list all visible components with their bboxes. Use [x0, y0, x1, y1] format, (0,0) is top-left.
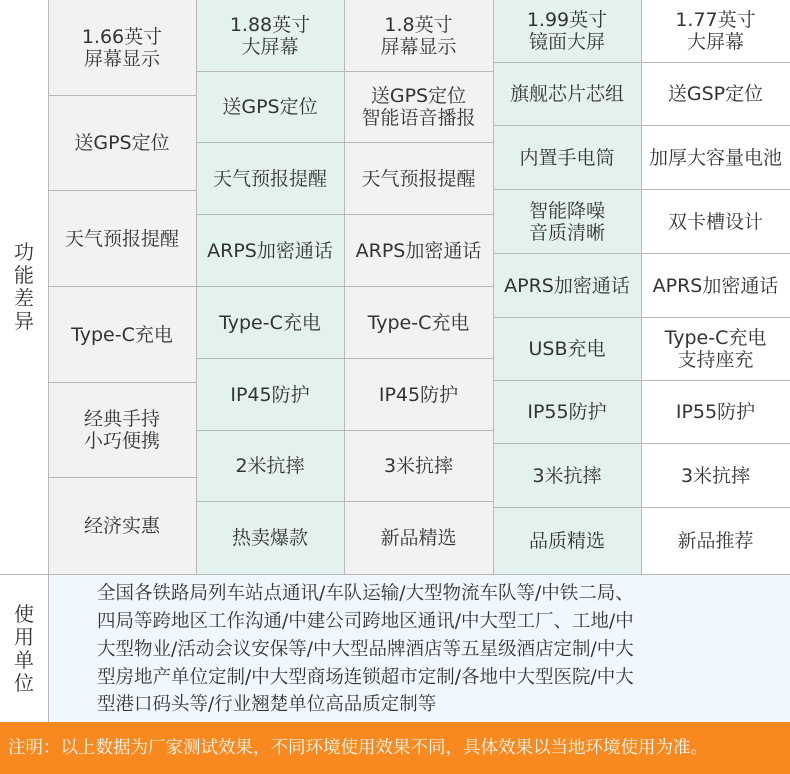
spec-cell: IP45防护: [196, 359, 344, 431]
spec-cell: 1.66英寸 屏幕显示: [48, 0, 196, 96]
side-char: 使: [14, 601, 34, 626]
side-char: 用: [14, 624, 34, 649]
spec-cell: IP45防护: [344, 359, 493, 431]
spec-cell: 智能降噪 音质清晰: [493, 190, 641, 254]
side-char: 差: [14, 286, 34, 310]
spec-cell: 3米抗摔: [344, 431, 493, 502]
side-char: 位: [14, 670, 34, 695]
spec-cell: 送GSP定位: [641, 63, 790, 126]
grid-divider: [196, 0, 197, 574]
spec-cell: USB充电: [493, 318, 641, 381]
usage-section: [0, 574, 790, 722]
usage-line: 全国各铁路局列车站点通讯/车队运输/大型物流车队等/中铁二局、: [97, 583, 634, 604]
spec-cell: 3米抗摔: [641, 444, 790, 508]
usage-side-label: [0, 575, 48, 722]
grid-divider: [641, 0, 642, 574]
usage-line: 大型物业/活动会议安保等/中大型品牌酒店等五星级酒店定制/中大: [97, 639, 634, 660]
spec-cell: 新品推荐: [641, 508, 790, 574]
spec-cell: 1.8英寸 屏幕显示: [344, 0, 493, 72]
spec-cell: 新品精选: [344, 502, 493, 574]
spec-cell: 送GPS定位: [196, 72, 344, 143]
spec-cell: 加厚大容量电池: [641, 126, 790, 190]
spec-cell: 天气预报提醒: [344, 143, 493, 215]
usage-line: 四局等跨地区工作沟通/中建公司跨地区通讯/中大型工厂、工地/中: [97, 611, 634, 632]
side-char: 功: [14, 240, 34, 264]
spec-cell: 1.88英寸 大屏幕: [196, 0, 344, 72]
side-char: 单: [14, 647, 34, 672]
grid-divider: [344, 0, 345, 574]
grid-divider: [493, 0, 494, 574]
spec-cell: Type-C充电: [48, 287, 196, 383]
spec-cell: APRS加密通话: [493, 254, 641, 318]
spec-cell: 天气预报提醒: [196, 143, 344, 215]
spec-cell: IP55防护: [641, 381, 790, 444]
spec-cell: 热卖爆款: [196, 502, 344, 574]
spec-cell: 送GPS定位 智能语音播报: [344, 72, 493, 143]
spec-cell: Type-C充电: [344, 287, 493, 359]
spec-cell: 送GPS定位: [48, 96, 196, 191]
spec-cell: 品质精选: [493, 508, 641, 574]
side-char: 能: [14, 263, 34, 287]
usage-text-block: [48, 575, 790, 722]
spec-cell: 2米抗摔: [196, 431, 344, 502]
spec-cell: Type-C充电 支持座充: [641, 318, 790, 381]
spec-cell: IP55防护: [493, 381, 641, 444]
footer-note: 注明：以上数据为厂家测试效果，不同环境使用效果不同，具体效果以当地环境使用为准。: [0, 722, 790, 774]
usage-line: 型房地产单位定制/中大型商场连锁超市定制/各地中大型医院/中大: [97, 667, 634, 688]
features-side-label: [0, 0, 48, 574]
usage-line: 型港口码头等/行业翘楚单位高品质定制等: [97, 694, 437, 715]
spec-cell: ARPS加密通话: [344, 215, 493, 287]
grid-divider: [48, 0, 49, 574]
side-char: 异: [14, 309, 34, 333]
spec-cell: APRS加密通话: [641, 254, 790, 318]
spec-cell: 3米抗摔: [493, 444, 641, 508]
spec-cell: 1.77英寸 大屏幕: [641, 0, 790, 63]
spec-cell: 经典手持 小巧便携: [48, 383, 196, 478]
spec-cell: 1.99英寸 镜面大屏: [493, 0, 641, 63]
spec-cell: 天气预报提醒: [48, 191, 196, 287]
spec-cell: 旗舰芯片芯组: [493, 63, 641, 126]
spec-cell: 经济实惠: [48, 478, 196, 574]
spec-cell: ARPS加密通话: [196, 215, 344, 287]
spec-cell: 双卡槽设计: [641, 190, 790, 254]
spec-cell: Type-C充电: [196, 287, 344, 359]
spec-cell: 内置手电筒: [493, 126, 641, 190]
